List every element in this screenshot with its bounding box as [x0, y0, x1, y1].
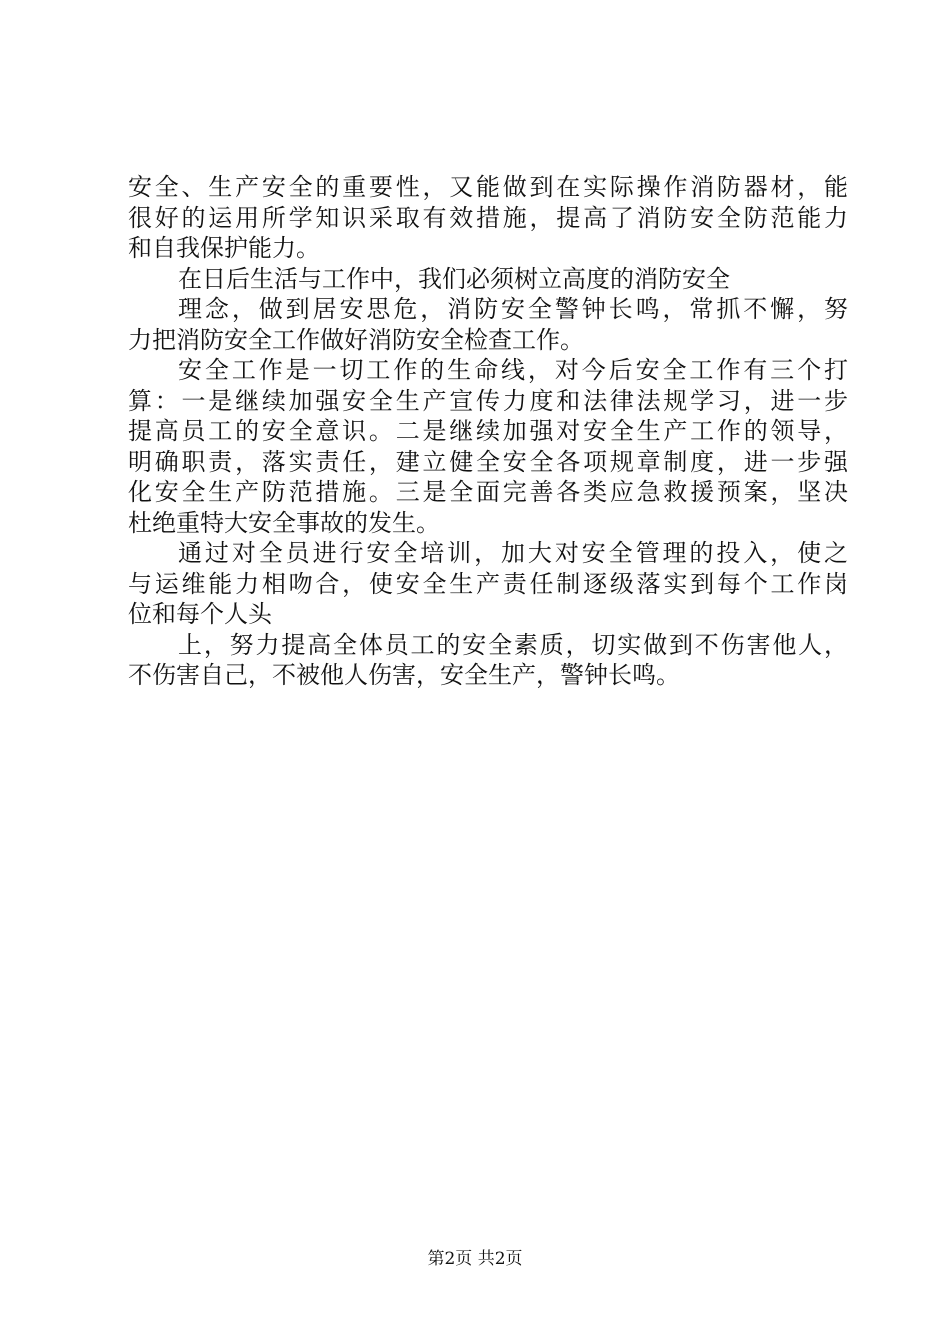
text-line: 安全、生产安全的重要性，又能做到在实际操作消防器材，能 [128, 173, 848, 201]
text-line: 力把消防安全工作做好消防安全检查工作。 [128, 325, 584, 354]
text-line: 杜绝重特大安全事故的发生。 [128, 508, 440, 537]
text-line: 位和每个人头 [128, 600, 272, 628]
text-line: 很好的运用所学知识采取有效措施，提高了消防安全防范能力 [128, 203, 848, 232]
text-line: 在日后生活与工作中，我们必须树立高度的消防安全 [178, 264, 730, 293]
text-line: 理念，做到居安思危，消防安全警钟长鸣，常抓不懈，努 [178, 295, 848, 323]
text-line: 与运维能力相吻合，使安全生产责任制逐级落实到每个工作岗 [128, 569, 848, 598]
text-line: 不伤害自己，不被他人伤害，安全生产，警钟长鸣。 [128, 661, 680, 689]
text-line: 上，努力提高全体员工的安全素质，切实做到不伤害他人， [178, 630, 848, 659]
text-line: 安全工作是一切工作的生命线，对今后安全工作有三个打 [178, 356, 848, 384]
text-line: 和自我保护能力。 [128, 234, 320, 262]
text-line: 明确职责，落实责任，建立健全安全各项规章制度，进一步强 [128, 447, 848, 476]
text-line: 化安全生产防范措施。三是全面完善各类应急救援预案，坚决 [128, 478, 848, 506]
text-line: 提高员工的安全意识。二是继续加强对安全生产工作的领导， [128, 417, 848, 445]
text-line: 算：一是继续加强安全生产宣传力度和法律法规学习，进一步 [128, 386, 848, 415]
text-line: 通过对全员进行安全培训，加大对安全管理的投入，使之 [178, 539, 848, 567]
page-footer [0, 1244, 950, 1269]
page-number: 第2页 共2页 [427, 1249, 523, 1269]
body-text [128, 172, 848, 691]
